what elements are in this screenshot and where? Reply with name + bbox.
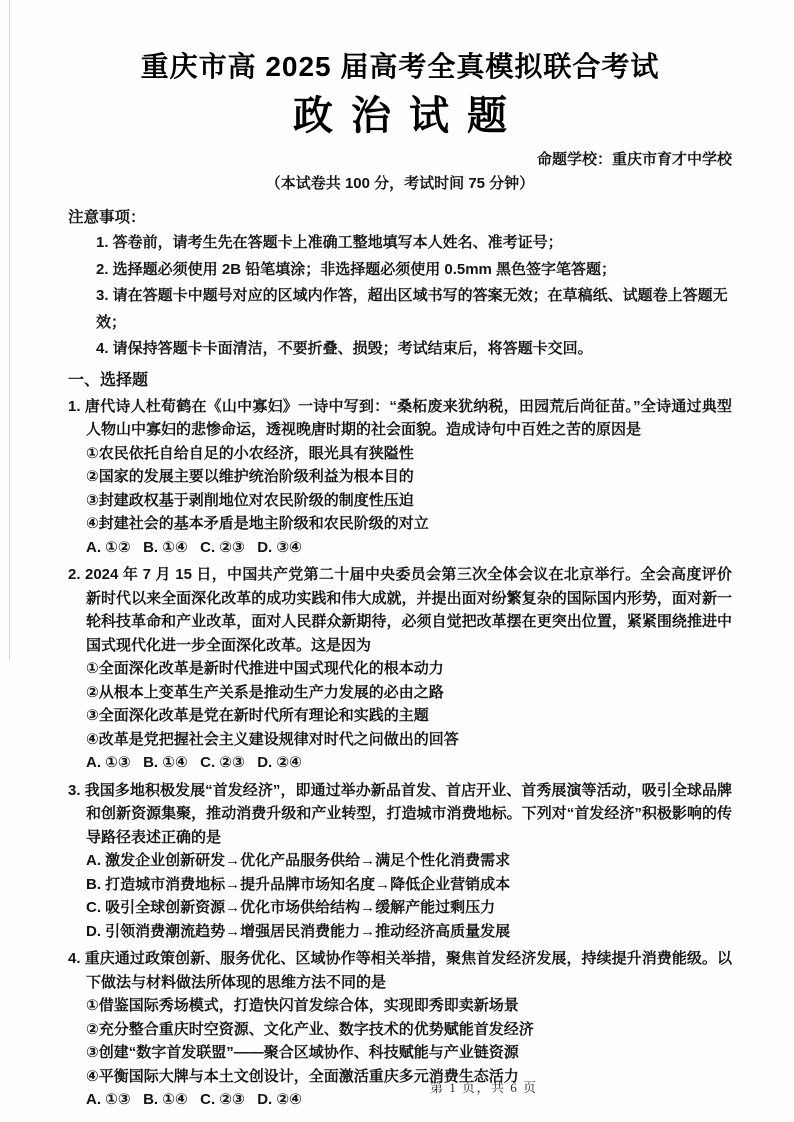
question-2-statement-2: ②从根本上变革生产关系是推动生产力发展的必由之路 (86, 683, 444, 701)
question-4-statement-2: ②充分整合重庆时空资源、文化产业、数字技术的优势赋能首发经济 (86, 1020, 534, 1038)
question-2-stem: 2. 2024 年 7 月 15 日，中国共产党第二十届中央委员会第三次全体会议在北京举行。全会高度评价新时代以来全面深化改革的成功实践和伟大成就，并提出面对纷繁复杂的国际国内形势，面对新一轮科技革命和产业改革，面对人民群众新期待，必须自觉把改革摆在更突出位置，紧紧围绕推进中国式现代化进一步全面深化改革。这是因为 (68, 566, 732, 654)
question-3-option-c: C. 吸引全球创新资源→优化市场供给结构→缓解产能过剩压力 (86, 899, 496, 916)
question-1-statement-2: ②国家的发展主要以维护统治阶级利益为根本目的 (86, 468, 414, 485)
notes-item-2: 2. 选择题必须使用 2B 铅笔填涂；非选择题必须使用 0.5mm 黑色签字笔答题； (96, 260, 617, 278)
question-3-option-b: B. 打造城市消费地标→提升品牌市场知名度→降低企业营销成本 (86, 875, 511, 893)
exam-header (68, 48, 732, 195)
question-2-statement-1: ①全面深化改革是新时代推进中国式现代化的根本动力 (86, 660, 444, 677)
question-3 (68, 779, 732, 944)
question-4-statement-1: ①借鉴国际秀场模式，打造快闪首发综合体，实现即秀即卖新场景 (86, 997, 519, 1014)
question-1-statement-4: ④封建社会的基本矛盾是地主阶级和农民阶级的对立 (86, 515, 429, 532)
exam-info-line: （本试卷共 100 分，考试时间 75 分钟） (265, 175, 535, 192)
notes-section (68, 206, 732, 363)
questions-section (68, 395, 732, 1112)
question-3-option-d: D. 引领消费潮流趋势→增强居民消费能力→推动经济高质量发展 (86, 922, 511, 940)
notes-item-1: 1. 答卷前，请考生先在答题卡上准确工整地填写本人姓名、准考证号； (96, 234, 563, 251)
question-4 (68, 947, 732, 1112)
question-3-stem: 3. 我国多地积极发展“首发经济”，即通过举办新品首发、首店开业、首秀展演等活动，吸引全球品牌和创新资源集聚，推动消费升级和产业转型，打造城市消费地标。下列对“首发经济”积极影响的传导路径表述正确的是 (68, 781, 732, 846)
scan-artifact-line (9, 0, 10, 660)
question-1-choices: A. ①② B. ①④ C. ②③ D. ③④ (86, 538, 302, 556)
notes-item-3: 3. 请在答题卡中题号对应的区域内作答，超出区域书写的答案无效；在草稿纸、试题卷上答题无效； (96, 287, 728, 331)
question-1 (68, 395, 732, 560)
question-4-choices: A. ①③ B. ①④ C. ②③ D. ②④ (86, 1091, 302, 1108)
question-4-statement-4: ④平衡国际大牌与本土文创设计，全面激活重庆多元消费生态活力 (86, 1067, 519, 1085)
question-4-statement-3: ③创建“数字首发联盟”——聚合区域协作、科技赋能与产业链资源 (86, 1044, 519, 1061)
school-line: 命题学校：重庆市育才中学校 (536, 151, 732, 168)
question-2-choices: A. ①③ B. ①④ C. ②③ D. ②④ (86, 754, 302, 771)
question-4-stem: 4. 重庆通过政策创新、服务优化、区域协作等相关举措，聚焦首发经济发展，持续提升消费能级。以下做法与材料做法所体现的思维方法不同的是 (68, 950, 732, 991)
exam-title: 重庆市高 2025 届高考全真模拟联合考试 (140, 51, 660, 82)
question-1-statement-3: ③封建政权基于剥削地位对农民阶级的制度性压迫 (86, 491, 414, 509)
question-2-statement-4: ④改革是党把握社会主义建设规律对时代之问做出的回答 (86, 730, 459, 748)
question-1-stem: 1. 唐代诗人杜荀鹤在《山中寡妇》一诗中写到：“桑柘废来犹纳税，田园荒后尚征苗。”全诗通过典型人物山中寡妇的悲惨命运，透视晚唐时期的社会面貌。造成诗句中百姓之苦的原因是 (68, 397, 732, 438)
notes-item-4: 4. 请保持答题卡卡面清洁，不要折叠、损毁；考试结束后，将答题卡交回。 (96, 340, 593, 357)
section-heading-multiple-choice: 一、选择题 (68, 371, 149, 389)
notes-heading: 注意事项： (68, 209, 146, 226)
question-2-statement-3: ③全面深化改革是党在新时代所有理论和实践的主题 (86, 707, 429, 724)
exam-subject-title: 政治试题 (293, 94, 525, 138)
question-2 (68, 563, 732, 775)
question-3-option-a: A. 激发企业创新研发→优化产品服务供给→满足个性化消费需求 (86, 852, 511, 869)
question-1-statement-1: ①农民依托自给自足的小农经济，眼光具有狭隘性 (86, 444, 414, 462)
page-number-footer: 第 1 页，共 6 页 (430, 1080, 538, 1095)
